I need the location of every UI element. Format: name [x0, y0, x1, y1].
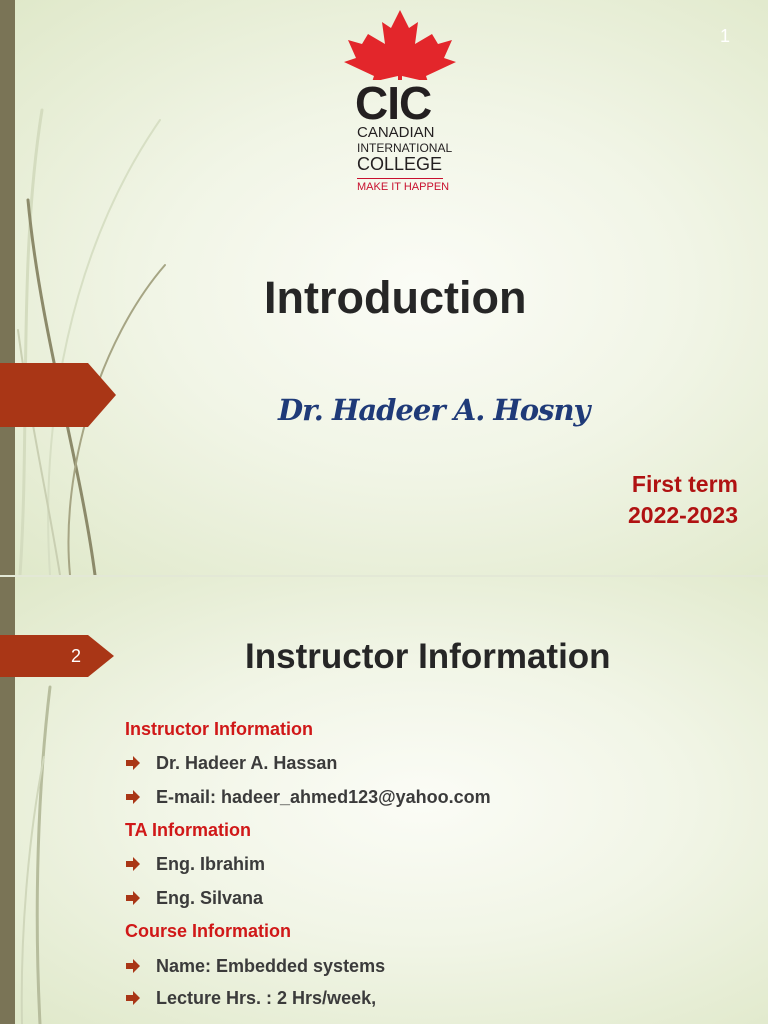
- slide-tab: [0, 363, 88, 427]
- slide-number: 2: [71, 646, 82, 666]
- list-item: Eng. Ibrahim: [126, 854, 265, 875]
- list-item: E-mail: hadeer_ahmed123@yahoo.com: [126, 787, 491, 808]
- slide-2: [0, 577, 768, 1024]
- right-arrow-icon: [126, 790, 140, 804]
- section-heading-instructor: Instructor Information: [125, 719, 313, 739]
- list-item: Lecture Hrs. : 2 Hrs/week,: [126, 988, 376, 1009]
- logo-rule: [357, 178, 443, 179]
- section-heading-ta: TA Information: [125, 820, 251, 840]
- author-name: Dr. Hadeer A. Hosny: [278, 393, 590, 427]
- right-arrow-icon: [126, 756, 140, 770]
- section-heading-course: Course Information: [125, 921, 292, 941]
- slide-tab-arrow: [88, 363, 116, 427]
- list-item: Dr. Hadeer A. Hassan: [126, 753, 337, 774]
- right-arrow-icon: [126, 891, 140, 905]
- logo-tagline: MAKE IT HAPPEN: [357, 181, 450, 193]
- slide-title: Instructor Information: [245, 637, 611, 676]
- term-label: First term: [631, 471, 738, 497]
- grass-decoration: [0, 0, 200, 575]
- right-arrow-icon: [126, 857, 140, 871]
- logo-line-1: CANADIAN: [357, 124, 435, 141]
- slide-tab-arrow: [88, 635, 114, 677]
- logo-line-2: INTERNATIONAL: [357, 141, 453, 155]
- term-years: 2022-2023: [628, 502, 738, 528]
- right-arrow-icon: [126, 991, 140, 1005]
- slide-number: 1: [720, 26, 731, 46]
- right-arrow-icon: [126, 959, 140, 973]
- slide-title: Introduction: [264, 272, 527, 323]
- cic-logo: [340, 10, 460, 195]
- maple-leaf-icon: [340, 10, 460, 80]
- logo-abbr: CIC: [355, 77, 432, 129]
- list-item: Eng. Silvana: [126, 888, 263, 909]
- logo-line-3: COLLEGE: [357, 154, 443, 174]
- list-item: Name: Embedded systems: [126, 956, 385, 977]
